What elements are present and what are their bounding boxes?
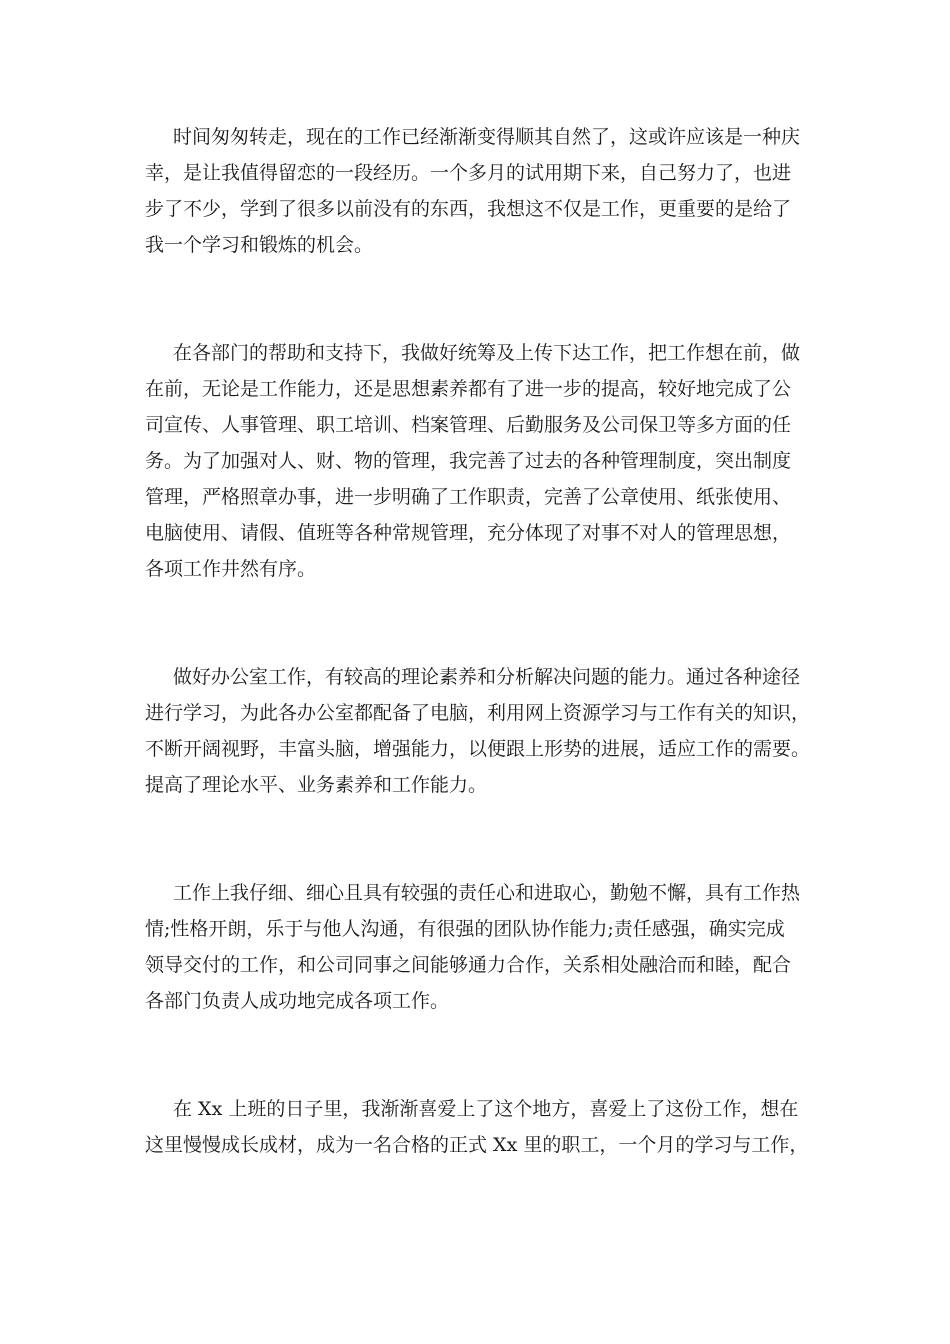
paragraph-line: 工作上我仔细、细心且具有较强的责任心和进取心，勤勉不懈，具有工作热 xyxy=(173,882,801,904)
paragraph-5 xyxy=(145,1091,810,1163)
paragraph-line: 各部门负责人成功地完成各项工作。 xyxy=(145,990,450,1012)
paragraph-line: 各项工作井然有序。 xyxy=(145,558,317,580)
paragraph-line: 电脑使用、请假、值班等各种常规管理，充分体现了对事不对人的管理思想， xyxy=(145,522,792,544)
paragraph-line: 领导交付的工作，和公司同事之间能够通力合作，关系相处融洽而和睦，配合 xyxy=(145,954,792,976)
paragraph-line: 不断开阔视野，丰富头脑，增强能力，以便跟上形势的进展，适应工作的需要。 xyxy=(145,738,811,760)
paragraph-line: 提高了理论水平、业务素养和工作能力。 xyxy=(145,774,488,796)
paragraph-line: 管理，严格照章办事，进一步明确了工作职责，完善了公章使用、纸张使用、 xyxy=(145,486,792,508)
paragraph-line: 进行学习，为此各办公室都配备了电脑，利用网上资源学习与工作有关的知识， xyxy=(145,702,811,724)
paragraph-line: 在前，无论是工作能力，还是思想素养都有了进一步的提高，较好地完成了公 xyxy=(145,378,792,400)
paragraph-1 xyxy=(145,119,810,263)
paragraph-line: 务。为了加强对人、财、物的管理，我完善了过去的各种管理制度，突出制度 xyxy=(145,450,792,472)
paragraph-line: 步了不少，学到了很多以前没有的东西，我想这不仅是工作，更重要的是给了 xyxy=(145,198,792,220)
paragraph-3 xyxy=(145,659,810,803)
paragraph-4 xyxy=(145,875,810,1019)
paragraph-line: 我一个学习和锻炼的机会。 xyxy=(145,234,374,256)
paragraph-line: 这里慢慢成长成材，成为一名合格的正式 Xx 里的职工，一个月的学习与工作， xyxy=(145,1134,809,1156)
paragraph-line: 情;性格开朗，乐于与他人沟通，有很强的团队协作能力;责任感强，确实完成 xyxy=(145,918,785,940)
paragraph-line: 幸，是让我值得留恋的一段经历。一个多月的试用期下来，自己努力了，也进 xyxy=(145,162,792,184)
paragraph-line: 时间匆匆转走，现在的工作已经渐渐变得顺其自然了，这或许应该是一种庆 xyxy=(173,126,801,148)
paragraph-line: 在 Xx 上班的日子里，我渐渐喜爱上了这个地方，喜爱上了这份工作，想在 xyxy=(173,1098,799,1120)
paragraph-line: 做好办公室工作，有较高的理论素养和分析解决问题的能力。通过各种途径 xyxy=(173,666,801,688)
paragraph-line: 在各部门的帮助和支持下，我做好统筹及上传下达工作，把工作想在前，做 xyxy=(173,342,801,364)
paragraph-line: 司宣传、人事管理、职工培训、档案管理、后勤服务及公司保卫等多方面的任 xyxy=(145,414,792,436)
paragraph-2 xyxy=(145,335,810,587)
